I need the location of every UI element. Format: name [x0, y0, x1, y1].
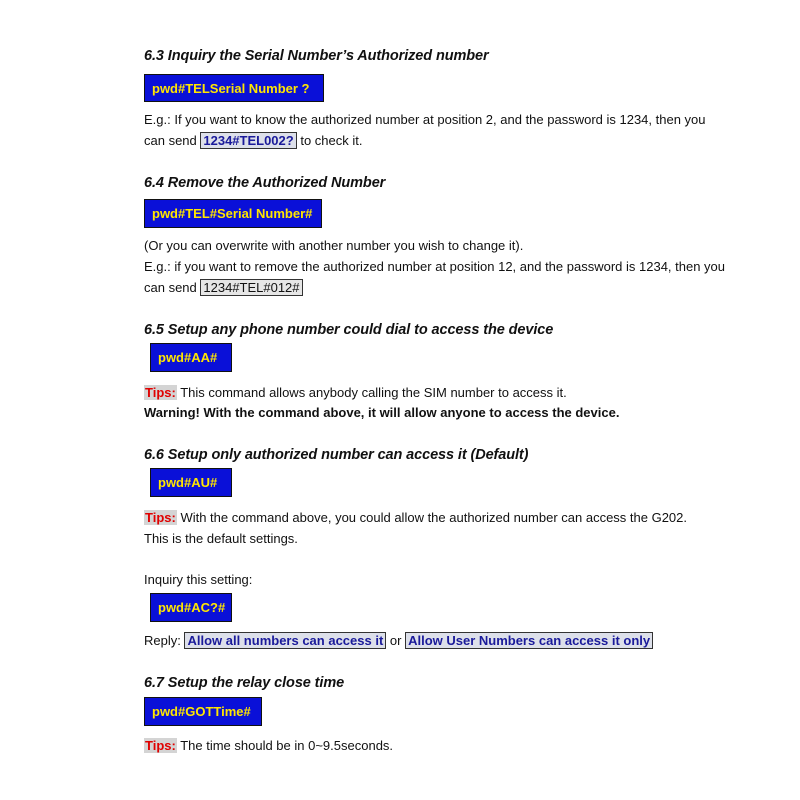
command-box-ac: pwd#AC?# [150, 593, 232, 622]
reply-option-all-numbers: Allow all numbers can access it [184, 632, 386, 649]
example-prefix: can send [144, 280, 201, 295]
inquiry-label: Inquiry this setting: [144, 572, 253, 587]
reply-or: or [386, 633, 406, 648]
command-box-aa: pwd#AA# [150, 343, 232, 372]
section-6-6-heading: 6.6 Setup only authorized number can access it (Default) [144, 447, 529, 463]
example-prefix: can send [144, 133, 201, 148]
tips-line-6-7 [144, 738, 393, 753]
command-box-tel-remove: pwd#TEL#Serial Number# [144, 199, 322, 228]
tips-text: The time should be in 0~9.5seconds. [176, 738, 394, 753]
command-box-got-time: pwd#GOTTime# [144, 697, 262, 726]
default-settings-text: This is the default settings. [144, 531, 298, 546]
example-suffix: to check it. [296, 133, 363, 148]
tips-text: With the command above, you could allow the authorized number can access the G202. [176, 510, 688, 525]
reply-line [144, 633, 653, 648]
tips-label: Tips: [145, 510, 176, 525]
example-text-6-4: E.g.: if you want to remove the authorized number at position 12, and the password is 1234, then you [144, 259, 726, 274]
reply-option-user-numbers: Allow User Numbers can access it only [405, 632, 653, 649]
tips-line-6-5 [144, 385, 567, 400]
tips-line-6-6 [144, 510, 687, 525]
command-box-tel-serial-inquiry: pwd#TELSerial Number ? [144, 74, 324, 102]
section-6-7-heading: 6.7 Setup the relay close time [144, 675, 345, 691]
section-6-5-heading: 6.5 Setup any phone number could dial to access the device [144, 322, 554, 338]
tips-label: Tips: [145, 738, 176, 753]
section-6-4-heading: 6.4 Remove the Authorized Number [144, 175, 386, 191]
warning-text: Warning! With the command above, it will allow anyone to access the device. [144, 405, 620, 420]
reply-label: Reply: [144, 633, 185, 648]
tips-label: Tips: [145, 385, 176, 400]
command-box-au: pwd#AU# [150, 468, 232, 497]
code-ref-tel012: 1234#TEL#012# [200, 279, 302, 296]
example-line-6-3 [144, 133, 362, 148]
example-text-6-3: E.g.: If you want to know the authorized number at position 2, and the password is 1234, then you [144, 112, 706, 127]
tips-text: This command allows anybody calling the SIM number to access it. [176, 385, 567, 400]
code-ref-tel002: 1234#TEL002? [200, 132, 296, 149]
note-text-6-4: (Or you can overwrite with another number you wish to change it). [144, 238, 524, 253]
section-6-3-heading: 6.3 Inquiry the Serial Number’s Authorized number [144, 48, 489, 64]
example-line-6-4 [144, 280, 303, 295]
